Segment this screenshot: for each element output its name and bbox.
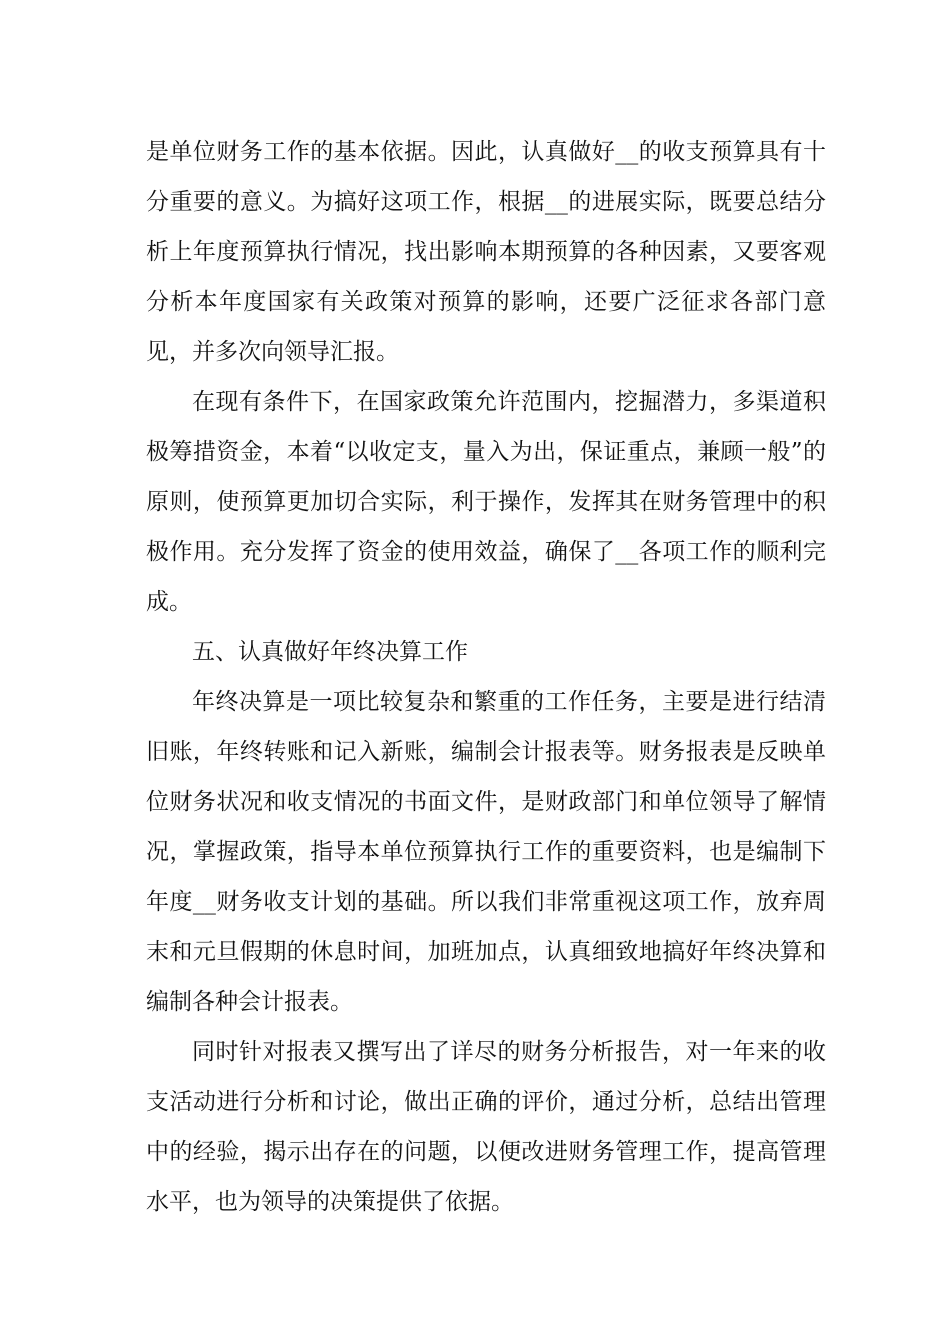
paragraph-budget-basis: 是单位财务工作的基本依据。因此，认真做好__的收支预算具有十分重要的意义。为搞好这项工作，根据__的进展实际，既要总结分析上年度预算执行情况，找出影响本期预算的各种因素，又要客观分析本年度国家有关政策对预算的影响，还要广泛征求各部门意见，并多次向领导汇报。 [146,139,826,365]
paragraph-year-end-accounts: 年终决算是一项比较复杂和繁重的工作任务，主要是进行结清旧账，年终转账和记入新账，编制会计报表等。财务报表是反映单位财务状况和收支情况的书面文件，是财政部门和单位领导了解情况，掌握政策，指导本单位预算执行工作的重要资料，也是编制下年度__财务收支计划的基础。所以我们非常重视这项工作，放弃周末和元旦假期的休息时间，加班加点，认真细致地搞好年终决算和编制各种会计报表。 [146,689,826,1015]
section-heading-year-end-accounts: 五、认真做好年终决算工作 [192,639,468,665]
document-body [146,127,826,1227]
paragraph-funding-principles: 在现有条件下，在国家政策允许范围内，挖掘潜力，多渠道积极筹措资金，本着“以收定支，量入为出，保证重点，兼顾一般”的原则，使预算更加切合实际，利于操作，发挥其在财务管理中的积极作用。充分发挥了资金的使用效益，确保了__各项工作的顺利完成。 [146,389,826,615]
paragraph-financial-analysis: 同时针对报表又撰写出了详尽的财务分析报告，对一年来的收支活动进行分析和讨论，做出正确的评价，通过分析，总结出管理中的经验，揭示出存在的问题，以便改进财务管理工作，提高管理水平，也为领导的决策提供了依据。 [146,1039,826,1215]
